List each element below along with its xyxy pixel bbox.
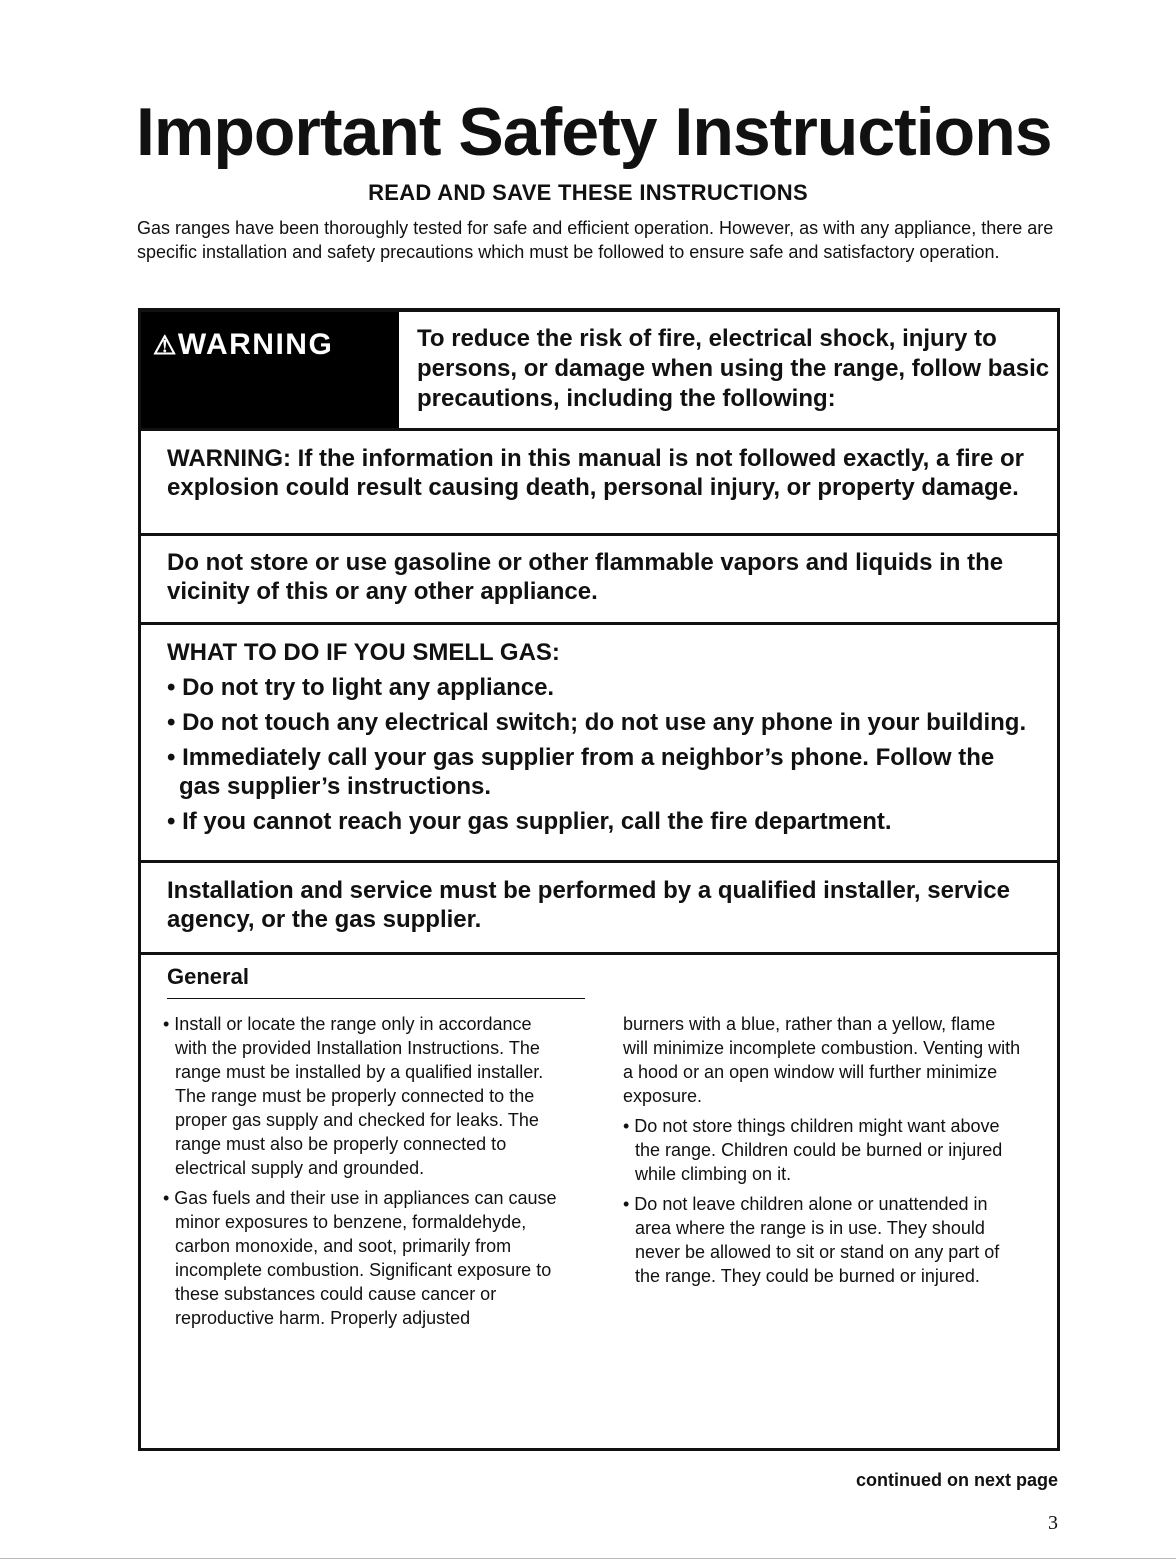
continued-note: continued on next page xyxy=(855,1470,1058,1490)
explosion-warning: WARNING: If the information in this manual is not followed exactly, a fire or explosion could result causing death, personal injury, or property damage. xyxy=(167,445,1024,501)
intro-paragraph: Gas ranges have been thoroughly tested for safe and efficient operation. However, as with any appliance, there are specific installation and safety precautions which must be followed to ensure safe and satisfactory operation. xyxy=(137,218,1054,262)
list-item: • Immediately call your gas supplier from a neighbor’s phone. Follow the gas supplier’s instructions. xyxy=(167,744,995,800)
smell-gas-list xyxy=(167,673,1037,836)
general-left-column xyxy=(163,1012,563,1336)
general-right-column xyxy=(623,1012,1023,1294)
warning-triangle-icon: ⚠ xyxy=(153,330,178,360)
page-title: Important Safety Instructions xyxy=(136,94,1052,170)
smell-gas-section xyxy=(167,638,1037,836)
warning-text: To reduce the risk of fire, electrical shock, injury to persons, or damage when using the range, follow basic precautions, including the following: xyxy=(417,325,1050,412)
gasoline-warning: Do not store or use gasoline or other flammable vapors and liquids in the vicinity of this or any other appliance. xyxy=(167,549,1004,605)
list-item: • Do not store things children might want above the range. Children could be burned or injured while climbing on it. xyxy=(623,1116,1003,1184)
list-item: • Install or locate the range only in accordance with the provided Installation Instructions. The range must be installed by a qualified installer. The range must be properly connected to the proper gas supply and checked for leaks. The range must also be properly connected to electrical supply and grounded. xyxy=(163,1014,544,1178)
warning-badge-word: WARNING xyxy=(177,328,334,361)
list-item: • Do not touch any electrical switch; do not use any phone in your building. xyxy=(167,709,1027,736)
general-heading: General xyxy=(167,964,585,999)
divider xyxy=(141,428,1057,431)
page-edge-line xyxy=(0,1558,1176,1559)
warning-badge xyxy=(141,312,399,428)
safety-frame xyxy=(138,308,1060,1451)
warning-header xyxy=(141,312,1057,428)
list-item: • Do not leave children alone or unattended in area where the range is in use. They should never be allowed to sit or stand on any part of the range. They could be burned or injured. xyxy=(623,1194,1000,1286)
subtitle: READ AND SAVE THESE INSTRUCTIONS xyxy=(368,180,808,205)
continued-paragraph: burners with a blue, rather than a yellow, flame will minimize incomplete combustion. Venting with a hood or an open window will further minimize exposure. xyxy=(623,1014,1021,1106)
general-right-list xyxy=(623,1114,1023,1288)
smell-gas-heading: WHAT TO DO IF YOU SMELL GAS: xyxy=(167,639,560,666)
divider xyxy=(141,860,1057,863)
page-number: 3 xyxy=(1048,1512,1058,1534)
warning-badge-label xyxy=(153,328,333,362)
list-item: • If you cannot reach your gas supplier, call the fire department. xyxy=(167,808,892,835)
divider xyxy=(141,622,1057,625)
installation-warning: Installation and service must be performed by a qualified installer, service agency, or the gas supplier. xyxy=(167,877,1010,933)
list-item: • Do not try to light any appliance. xyxy=(167,674,555,701)
list-item: • Gas fuels and their use in appliances can cause minor exposures to benzene, formaldehyde, carbon monoxide, and soot, primarily from incomplete combustion. Significant exposure to these substances could cause cancer or reproductive harm. Properly adjusted xyxy=(163,1188,557,1328)
divider xyxy=(141,533,1057,536)
general-left-list xyxy=(163,1012,563,1330)
divider xyxy=(141,952,1057,955)
